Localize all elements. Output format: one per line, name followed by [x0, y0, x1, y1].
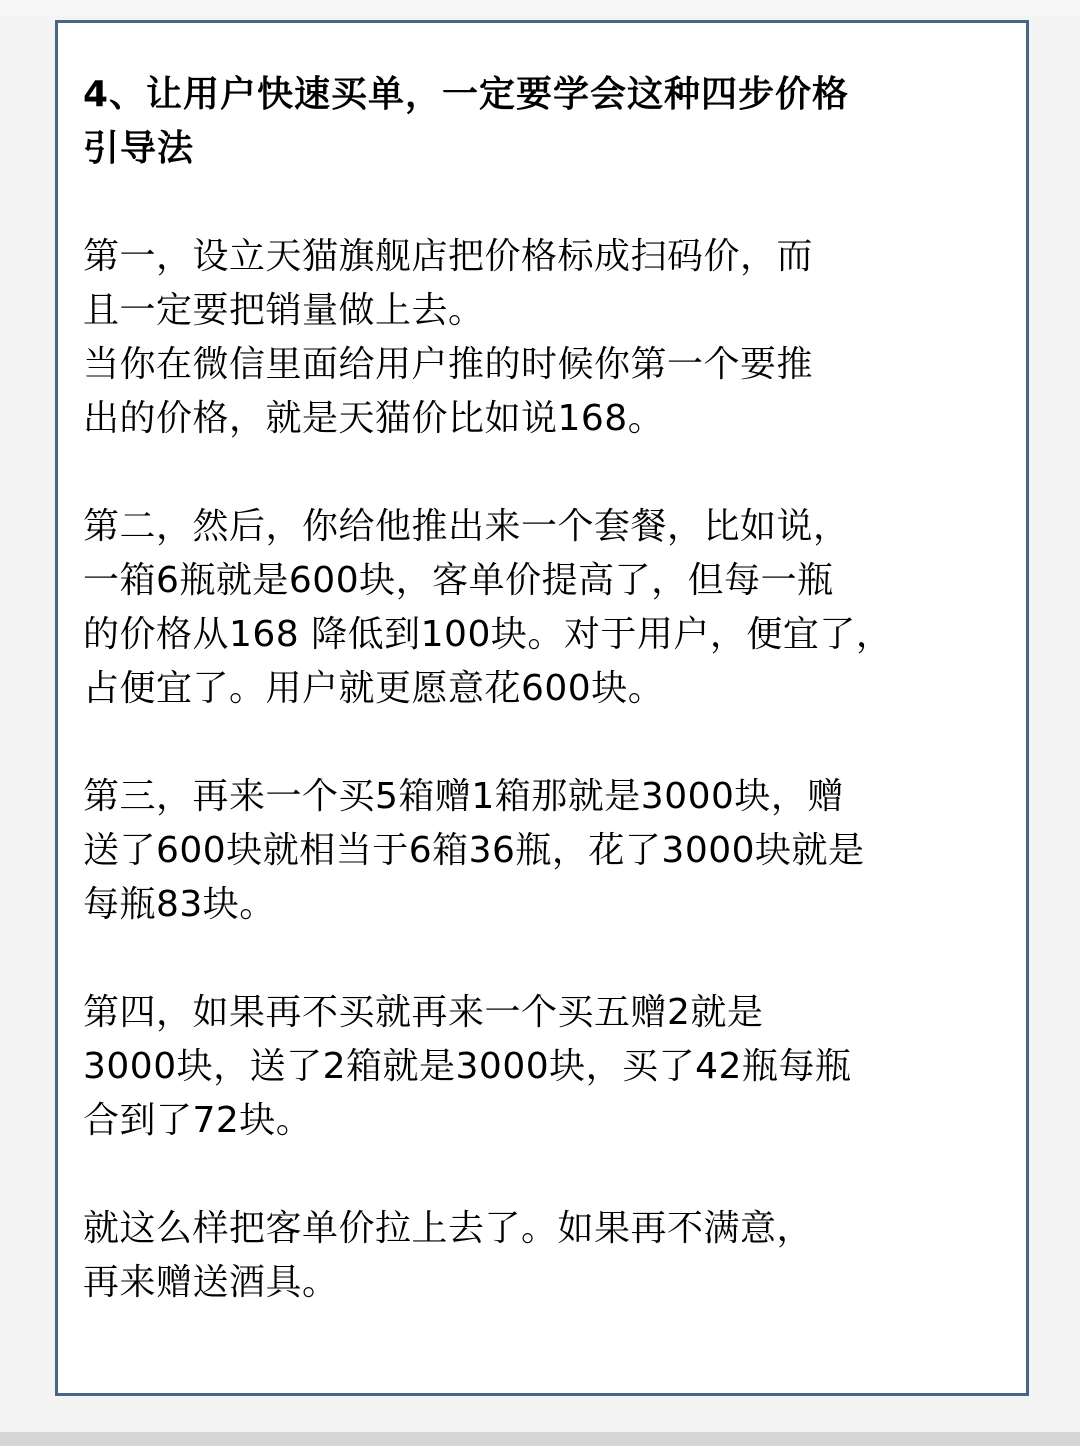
top-margin [0, 0, 1080, 16]
heading-line: 引导法 [83, 128, 195, 169]
spacer [83, 446, 1013, 500]
paragraph-line: 出的价格，就是天猫价比如说168。 [83, 398, 665, 439]
article-card [55, 20, 1029, 1396]
spacer [83, 716, 1013, 770]
paragraph-line: 第三，再来一个买5箱赠1箱那就是3000块，赠 [83, 776, 844, 817]
paragraph-line: 再来赠送酒具。 [83, 1262, 339, 1303]
paragraph-line: 第二，然后，你给他推出来一个套餐，比如说， [83, 506, 850, 547]
spacer [83, 176, 1013, 230]
paragraph-step-one [83, 230, 1013, 446]
paragraph-line: 当你在微信里面给用户推的时候你第一个要推 [83, 344, 814, 385]
paragraph-line: 合到了72块。 [83, 1100, 313, 1141]
paragraph-line: 的价格从168 降低到100块。对于用户，便宜了， [83, 614, 893, 655]
paragraph-step-three [83, 770, 1013, 932]
paragraph-line: 送了600块就相当于6箱36瓶，花了3000块就是 [83, 830, 865, 871]
paragraph-line: 3000块，送了2箱就是3000块，买了42瓶每瓶 [83, 1046, 852, 1087]
paragraph-line: 每瓶83块。 [83, 884, 276, 925]
paragraph-line: 就这么样把客单价拉上去了。如果再不满意， [83, 1208, 814, 1249]
article-content [83, 68, 1013, 1310]
spacer [83, 1148, 1013, 1202]
spacer [83, 932, 1013, 986]
paragraph-line: 第四，如果再不买就再来一个买五赠2就是 [83, 992, 764, 1033]
paragraph-line: 占便宜了。用户就更愿意花600块。 [83, 668, 665, 709]
article-heading [83, 68, 1013, 176]
heading-line: 4、让用户快速买单，一定要学会这种四步价格 [83, 74, 850, 115]
bottom-margin [0, 1432, 1080, 1446]
paragraph-step-four [83, 986, 1013, 1148]
paragraph-line: 且一定要把销量做上去。 [83, 290, 485, 331]
paragraph-step-two [83, 500, 1013, 716]
paragraph-line: 第一，设立天猫旗舰店把价格标成扫码价，而 [83, 236, 814, 277]
paragraph-conclusion [83, 1202, 1013, 1310]
paragraph-line: 一箱6瓶就是600块，客单价提高了，但每一瓶 [83, 560, 834, 601]
